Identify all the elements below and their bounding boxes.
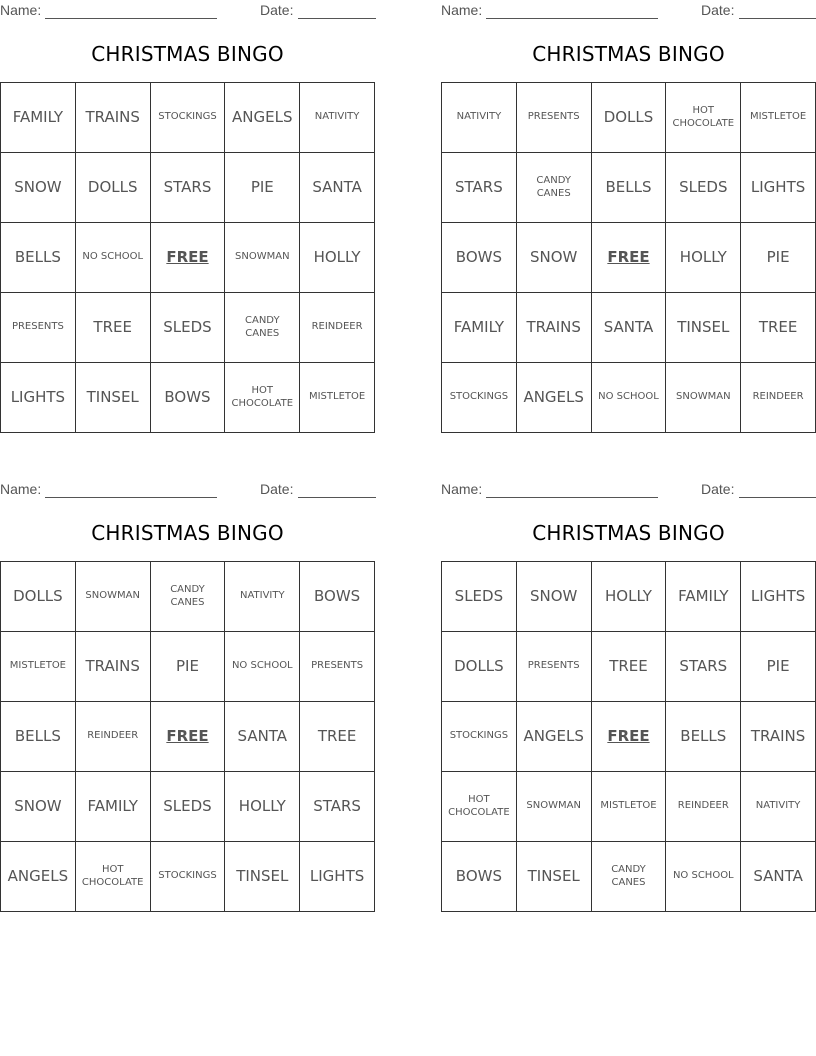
bingo-cell[interactable]: LIGHTS — [741, 562, 816, 632]
bingo-cell[interactable]: SANTA — [592, 293, 667, 363]
bingo-cell[interactable]: SNOW — [1, 772, 76, 842]
bingo-cell[interactable]: BELLS — [1, 223, 76, 293]
bingo-cell[interactable]: DOLLS — [1, 562, 76, 632]
bingo-cell[interactable]: REINDEER — [741, 363, 816, 433]
card-title: CHRISTMAS BINGO — [532, 42, 725, 66]
bingo-cell[interactable]: LIGHTS — [1, 363, 76, 433]
bingo-cell[interactable]: BOWS — [442, 223, 517, 293]
bingo-cell[interactable]: SLEDS — [151, 772, 226, 842]
bingo-cell[interactable]: TINSEL — [76, 363, 151, 433]
date-field[interactable] — [298, 497, 376, 498]
bingo-cell[interactable]: REINDEER — [666, 772, 741, 842]
bingo-cell[interactable]: TINSEL — [225, 842, 300, 912]
bingo-card-1 — [0, 0, 375, 432]
bingo-cell[interactable]: TREE — [76, 293, 151, 363]
bingo-cell[interactable]: TINSEL — [666, 293, 741, 363]
bingo-cell[interactable]: SANTA — [300, 153, 375, 223]
date-label: Date: — [701, 2, 735, 18]
bingo-cell[interactable]: FAMILY — [1, 83, 76, 153]
bingo-cell[interactable]: ANGELS — [1, 842, 76, 912]
bingo-cell[interactable]: SLEDS — [151, 293, 226, 363]
free-space-cell[interactable]: FREE — [592, 702, 667, 772]
date-label: Date: — [701, 481, 735, 497]
bingo-cell[interactable]: PRESENTS — [517, 83, 592, 153]
bingo-cell[interactable]: HOLLY — [300, 223, 375, 293]
bingo-cell[interactable]: NO SCHOOL — [666, 842, 741, 912]
bingo-cell[interactable]: STARS — [300, 772, 375, 842]
bingo-cell[interactable]: BELLS — [1, 702, 76, 772]
name-field[interactable] — [486, 18, 658, 19]
bingo-grid — [0, 82, 375, 433]
card-title: CHRISTMAS BINGO — [532, 521, 725, 545]
bingo-card-2 — [441, 0, 816, 432]
bingo-cell[interactable]: MISTLETOE — [300, 363, 375, 433]
bingo-cell[interactable]: TRAINS — [76, 83, 151, 153]
bingo-cell[interactable]: HOLLY — [592, 562, 667, 632]
bingo-cell[interactable]: BELLS — [666, 702, 741, 772]
bingo-cell[interactable]: SNOWMAN — [666, 363, 741, 433]
name-label: Name: — [441, 481, 483, 497]
date-field[interactable] — [739, 18, 816, 19]
bingo-cell[interactable]: SNOWMAN — [517, 772, 592, 842]
bingo-cell[interactable]: STOCKINGS — [442, 702, 517, 772]
bingo-cell[interactable]: NATIVITY — [741, 772, 816, 842]
bingo-cell[interactable]: PRESENTS — [1, 293, 76, 363]
bingo-cell[interactable]: HOLLY — [666, 223, 741, 293]
bingo-cell[interactable]: STARS — [151, 153, 226, 223]
bingo-cell[interactable]: STARS — [666, 632, 741, 702]
free-space-cell[interactable]: FREE — [151, 702, 226, 772]
bingo-cell[interactable]: ANGELS — [517, 363, 592, 433]
name-date-row — [441, 481, 816, 499]
bingo-cell[interactable]: REINDEER — [76, 702, 151, 772]
bingo-cell[interactable]: ANGELS — [225, 83, 300, 153]
bingo-cell[interactable]: SNOWMAN — [76, 562, 151, 632]
bingo-cell[interactable]: TRAINS — [517, 293, 592, 363]
bingo-cell[interactable]: SLEDS — [666, 153, 741, 223]
bingo-cell[interactable]: HOT CHOCOLATE — [442, 772, 517, 842]
bingo-cell[interactable]: DOLLS — [442, 632, 517, 702]
bingo-cell[interactable]: LIGHTS — [741, 153, 816, 223]
name-field[interactable] — [45, 497, 217, 498]
bingo-cell[interactable]: ANGELS — [517, 702, 592, 772]
name-date-row — [0, 2, 375, 20]
date-label: Date: — [260, 481, 294, 497]
bingo-cell[interactable]: BOWS — [300, 562, 375, 632]
free-space-cell[interactable]: FREE — [151, 223, 226, 293]
bingo-cell[interactable]: SNOW — [517, 223, 592, 293]
name-label: Name: — [0, 2, 42, 18]
date-label: Date: — [260, 2, 294, 18]
bingo-cell[interactable]: PIE — [225, 153, 300, 223]
bingo-grid — [441, 82, 816, 433]
bingo-cell[interactable]: STOCKINGS — [442, 363, 517, 433]
bingo-cell[interactable]: FAMILY — [76, 772, 151, 842]
bingo-cell[interactable]: SANTA — [225, 702, 300, 772]
bingo-cell[interactable]: PRESENTS — [300, 632, 375, 702]
name-field[interactable] — [45, 18, 217, 19]
bingo-cell[interactable]: NATIVITY — [300, 83, 375, 153]
bingo-cell[interactable]: BELLS — [592, 153, 667, 223]
bingo-cell[interactable]: DOLLS — [592, 83, 667, 153]
bingo-cell[interactable]: PRESENTS — [517, 632, 592, 702]
bingo-cell[interactable]: TRAINS — [741, 702, 816, 772]
bingo-cell[interactable]: TINSEL — [517, 842, 592, 912]
bingo-cell[interactable]: PIE — [151, 632, 226, 702]
bingo-cell[interactable]: STARS — [442, 153, 517, 223]
bingo-cell[interactable]: TRAINS — [76, 632, 151, 702]
bingo-cell[interactable]: STOCKINGS — [151, 842, 226, 912]
bingo-cell[interactable]: NO SCHOOL — [76, 223, 151, 293]
bingo-cell[interactable]: HOT CHOCOLATE — [225, 363, 300, 433]
bingo-cell[interactable]: SANTA — [741, 842, 816, 912]
bingo-cell[interactable]: HOT CHOCOLATE — [76, 842, 151, 912]
bingo-cell[interactable]: TREE — [592, 632, 667, 702]
bingo-cell[interactable]: MISTLETOE — [592, 772, 667, 842]
bingo-cell[interactable]: CANDY CANES — [517, 153, 592, 223]
name-field[interactable] — [486, 497, 658, 498]
bingo-cell[interactable]: DOLLS — [76, 153, 151, 223]
bingo-cell[interactable]: PIE — [741, 223, 816, 293]
bingo-cell[interactable]: BOWS — [151, 363, 226, 433]
bingo-cell[interactable]: CANDY CANES — [151, 562, 226, 632]
bingo-cell[interactable]: LIGHTS — [300, 842, 375, 912]
name-label: Name: — [0, 481, 42, 497]
bingo-cell[interactable]: SNOWMAN — [225, 223, 300, 293]
bingo-cell[interactable]: SLEDS — [442, 562, 517, 632]
card-title: CHRISTMAS BINGO — [91, 42, 284, 66]
bingo-cell[interactable]: STOCKINGS — [151, 83, 226, 153]
bingo-cell[interactable]: FAMILY — [442, 293, 517, 363]
bingo-card-3 — [0, 479, 375, 911]
bingo-cell[interactable]: NATIVITY — [225, 562, 300, 632]
bingo-cell[interactable]: CANDY CANES — [225, 293, 300, 363]
bingo-cell[interactable]: SNOW — [1, 153, 76, 223]
bingo-cell[interactable]: NO SCHOOL — [592, 363, 667, 433]
free-space-cell[interactable]: FREE — [592, 223, 667, 293]
name-date-row — [441, 2, 816, 20]
bingo-cell[interactable]: TREE — [300, 702, 375, 772]
name-label: Name: — [441, 2, 483, 18]
bingo-cell[interactable]: BOWS — [442, 842, 517, 912]
bingo-cell[interactable]: NATIVITY — [442, 83, 517, 153]
bingo-cell[interactable]: NO SCHOOL — [225, 632, 300, 702]
name-date-row — [0, 481, 375, 499]
bingo-cell[interactable]: MISTLETOE — [741, 83, 816, 153]
bingo-grid — [441, 561, 816, 912]
bingo-cell[interactable]: HOT CHOCOLATE — [666, 83, 741, 153]
bingo-cell[interactable]: PIE — [741, 632, 816, 702]
bingo-card-4 — [441, 479, 816, 911]
bingo-cell[interactable]: CANDY CANES — [592, 842, 667, 912]
date-field[interactable] — [298, 18, 376, 19]
card-title: CHRISTMAS BINGO — [91, 521, 284, 545]
bingo-cell[interactable]: SNOW — [517, 562, 592, 632]
bingo-cell[interactable]: REINDEER — [300, 293, 375, 363]
bingo-grid — [0, 561, 375, 912]
bingo-cell[interactable]: MISTLETOE — [1, 632, 76, 702]
bingo-cell[interactable]: FAMILY — [666, 562, 741, 632]
bingo-cell[interactable]: HOLLY — [225, 772, 300, 842]
date-field[interactable] — [739, 497, 816, 498]
bingo-cell[interactable]: TREE — [741, 293, 816, 363]
